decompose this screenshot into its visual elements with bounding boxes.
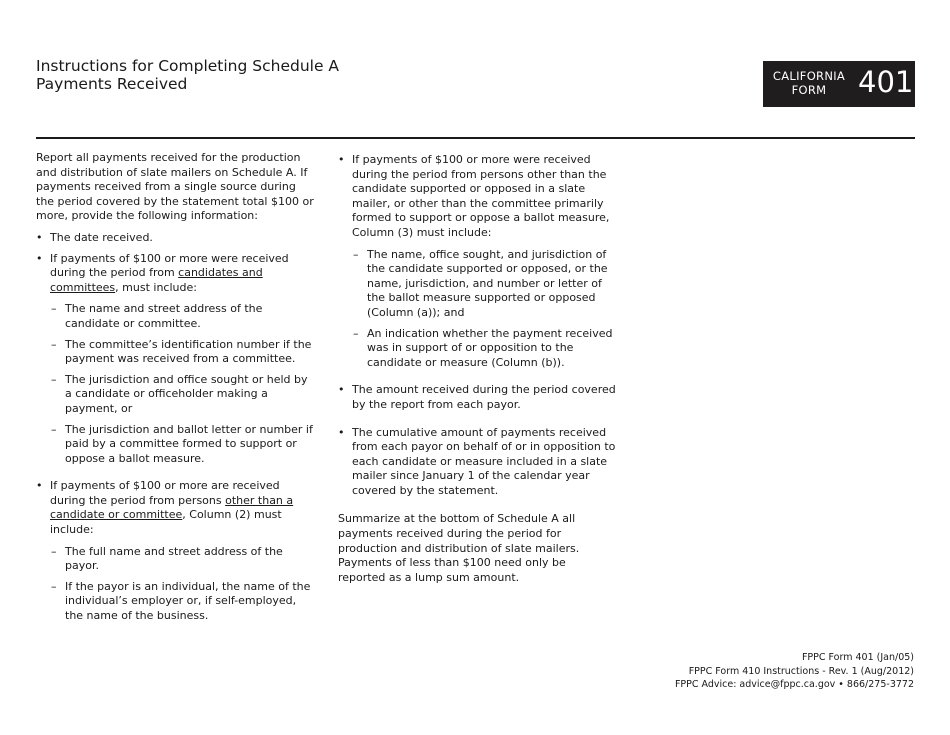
dash-text: The full name and street address of the payor. (65, 544, 283, 573)
footer-form-revision: FPPC Form 401 (Jan/05) (801, 652, 914, 663)
dash-text: The jurisdiction and ballot letter or number if paid by a committee formed to support or oppose a ballot measure. (65, 422, 313, 465)
badge-label-line-2: FORM (791, 83, 827, 97)
footer-instructions-revision: FPPC Form 410 Instructions - Rev. 1 (Aug/2012) (688, 665, 914, 677)
left-column (36, 151, 314, 624)
right-column (338, 153, 616, 585)
bullet-marker: • (36, 251, 43, 265)
summary-paragraph: Summarize at the bottom of Schedule A all payments received during the period for production and distribution of slate mailers. Payments of less than $100 need only be reported as a lump sum amount. (338, 512, 580, 584)
dash-text: The jurisdiction and office sought or held by a candidate or officeholder making a payment, or (65, 372, 308, 415)
dash-text: An indication whether the payment received was in support of or opposition to the candidate or measure (Column (b)). (367, 326, 613, 369)
bullet-marker: • (338, 425, 345, 439)
bullet-marker: • (338, 383, 345, 397)
intro-paragraph: Report all payments received for the production and distribution of slate mailers on Schedule A. If payments received from a single source during the period covered by the statement total $100 or more, provide the following information: (36, 151, 314, 223)
dash-item (36, 423, 314, 467)
bullet-text: If payments of $100 or more were received during the period from persons other than the candidate supported or opposed in a slate mailer, or other than the committee primarily formed to support or oppose a ballot measure, Column (3) must include: (352, 153, 610, 239)
badge-label (763, 69, 855, 97)
dash-item (36, 580, 314, 624)
dash-marker: – (51, 544, 57, 558)
dash-marker: – (51, 337, 57, 351)
bullet-text: If payments of $100 or more are received during the period from persons (50, 479, 280, 507)
bullet-item (338, 153, 616, 241)
bullet-text-end: , must include: (115, 280, 197, 294)
dash-item (36, 302, 314, 331)
dash-text: If the payor is an individual, the name of the individual’s employer or, if self-employed, the name of the business. (65, 579, 311, 623)
header-divider (36, 137, 915, 139)
bullet-marker: • (36, 479, 43, 493)
bullet-item (36, 252, 314, 296)
dash-marker: – (51, 579, 57, 593)
dash-item (338, 327, 616, 371)
title-line-1: Instructions for Completing Schedule A (36, 57, 340, 75)
bullet-text: The cumulative amount of payments received from each payor on behalf of or in opposition to each candidate or measure included in a slate mailer since January 1 of the calendar year covered by the statement. (352, 425, 616, 497)
dash-text: The committee’s identification number if the payment was received from a committee. (65, 337, 312, 366)
title-line-2: Payments Received (36, 75, 188, 93)
dash-marker: – (353, 326, 359, 340)
badge-form-number: 401 (858, 65, 914, 99)
bullet-item (338, 426, 616, 499)
bullet-item (36, 231, 314, 246)
dash-marker: – (51, 372, 57, 386)
dash-item (36, 545, 314, 574)
bullet-marker: • (338, 153, 345, 166)
bullet-text: The amount received during the period covered by the report from each payor. (352, 383, 616, 411)
underlined-text: candidates and committees (50, 266, 263, 294)
dash-item (338, 248, 616, 321)
footer-advice-contact: FPPC Advice: advice@fppc.ca.gov • 866/275-3772 (674, 679, 914, 690)
dash-marker: – (353, 247, 359, 261)
dash-text: The name and street address of the candidate or committee. (65, 302, 263, 330)
bullet-marker: • (36, 230, 43, 244)
bullet-text: If payments of $100 or more were received during the period from (50, 251, 289, 280)
bullet-text: The date received. (50, 230, 153, 244)
bullet-item (36, 479, 314, 537)
dash-marker: – (51, 302, 57, 316)
form-badge (763, 61, 915, 107)
badge-label-line-1: CALIFORNIA (772, 69, 846, 83)
dash-text: The name, office sought, and jurisdiction of the candidate supported or opposed, or the name, jurisdiction, and number or letter of the ballot measure supported or opposed (Column (a)); and (367, 247, 608, 319)
underlined-text: other than a candidate or committee (50, 493, 294, 522)
footer (514, 651, 914, 692)
bullet-text-end: , Column (2) must include: (50, 508, 282, 537)
dash-item (36, 373, 314, 417)
page-title (36, 57, 339, 93)
dash-marker: – (51, 422, 57, 436)
dash-item (36, 338, 314, 367)
bullet-item (338, 383, 616, 412)
